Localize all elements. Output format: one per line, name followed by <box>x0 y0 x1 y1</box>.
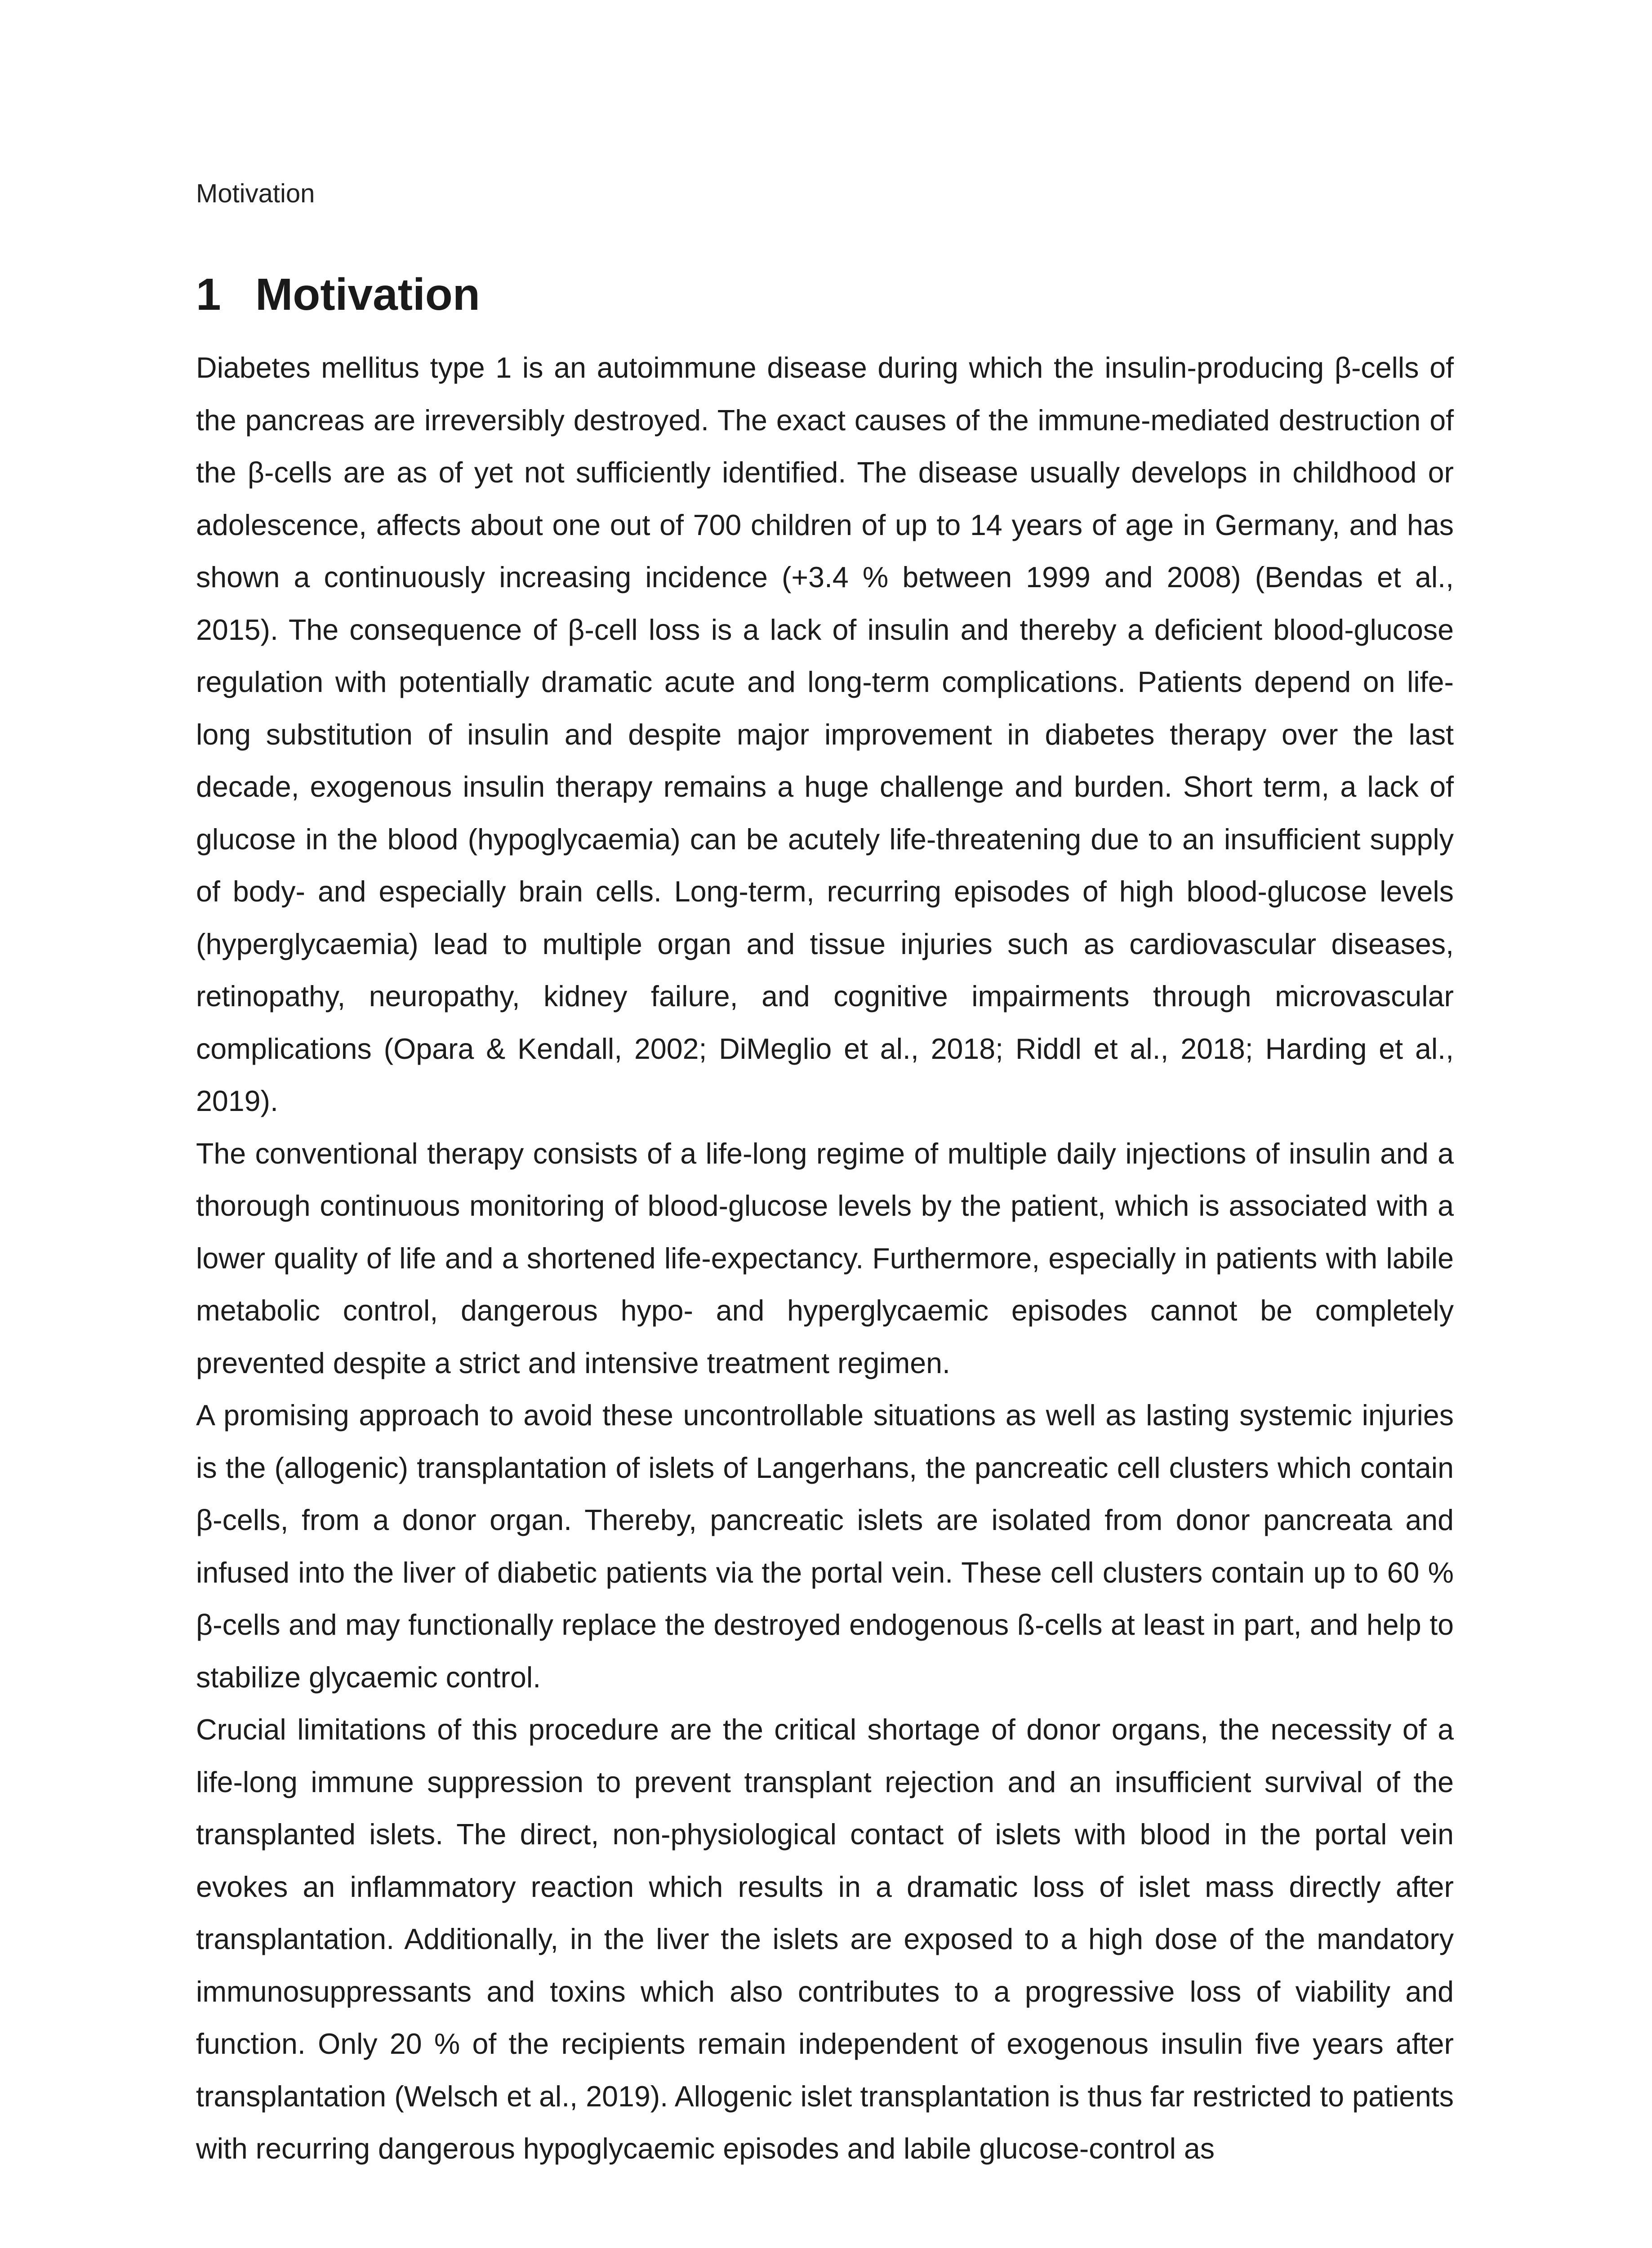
paragraph-conventional-therapy: The conventional therapy consists of a life-long regime of multiple daily injections of insulin and a thorough continuous monitoring of blood-glucose levels by the patient, which is associated with a lower quality of life and a shortened life-expectancy. Furthermore, especially in patients with labile metabolic control, dangerous hypo- and hyperglycaemic episodes cannot be completely prevented despite a strict and intensive treatment regimen. <box>196 1137 1454 1379</box>
body-text <box>196 342 1454 2175</box>
chapter-number: 1 <box>196 269 221 320</box>
running-header: Motivation <box>196 179 315 208</box>
paragraph-limitations: Crucial limitations of this procedure are the critical shortage of donor organs, the necessity of a life-long immune suppression to prevent transplant rejection and an insufficient survival of the transplanted islets. The direct, non-physiological contact of islets with blood in the portal vein evokes an inflammatory reaction which results in a dramatic loss of islet mass directly after transplantation. Additionally, in the liver the islets are exposed to a high dose of the mandatory immunosuppressants and toxins which also contributes to a progressive loss of viability and function. Only 20 % of the recipients remain independent of exogenous insulin five years after transplantation (Welsch et al., 2019). Allogenic islet transplantation is thus far restricted to patients with recurring dangerous hypoglycaemic episodes and labile glucose-control as <box>196 1713 1454 2165</box>
paragraph-islet-transplantation: A promising approach to avoid these uncontrollable situations as well as lasting systemic injuries is the (allogenic) transplantation of islets of Langerhans, the pancreatic cell clusters which contain β-cells, from a donor organ. Thereby, pancreatic islets are isolated from donor pancreata and infused into the liver of diabetic patients via the portal vein. These cell clusters contain up to 60 % β-cells and may functionally replace the destroyed endogenous ß-cells at least in part, and help to stabilize glycaemic control. <box>196 1399 1454 1694</box>
paragraph-type1-diabetes: Diabetes mellitus type 1 is an autoimmune disease during which the insulin-producing β-cells of the pancreas are irreversibly destroyed. The exact causes of the immune-mediated destruction of the β-cells are as of yet not sufficiently identified. The disease usually develops in childhood or adolescence, affects about one out of 700 children of up to 14 years of age in Germany, and has shown a continuously increasing incidence (+3.4 % between 1999 and 2008) (Bendas et al., 2015). The consequence of β-cell loss is a lack of insulin and thereby a deficient blood-glucose regulation with potentially dramatic acute and long-term complications. Patients depend on life-long substitution of insulin and despite major improvement in diabetes therapy over the last decade, exogenous insulin therapy remains a huge challenge and burden. Short term, a lack of glucose in the blood (hypoglycaemia) can be acutely life-threatening due to an insufficient supply of body- and especially brain cells. Long-term, recurring episodes of high blood-glucose levels (hyperglycaemia) lead to multiple organ and tissue injuries such as cardiovascular diseases, retinopathy, neuropathy, kidney failure, and cognitive impairments through microvascular complications (Opara & Kendall, 2002; DiMeglio et al., 2018; Riddl et al., 2018; Harding et al., 2019). <box>196 352 1454 1117</box>
chapter-title: Motivation <box>255 269 480 320</box>
chapter-heading <box>196 265 480 324</box>
